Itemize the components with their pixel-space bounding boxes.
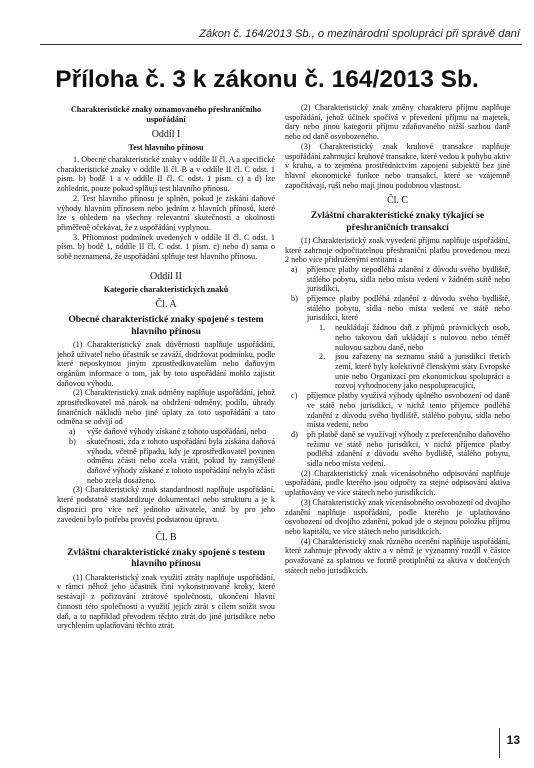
article-a-item-a bbox=[57, 427, 275, 437]
running-head: Zákon č. 164/2013 Sb., o mezinárodní spolupráci při správě daní bbox=[199, 28, 520, 40]
list-label: 1. bbox=[319, 323, 326, 333]
section-1-label: Oddíl I bbox=[151, 129, 181, 141]
list-text: příjemce platby využívá výhody úplného osvobození od daně ve státě nebo jurisdikci, v nichž tento příjemce podléhá zdanění z důvodu svého bydliště, stálého pobytu, sídla nebo místa vedení, nebo bbox=[307, 391, 510, 430]
article-c-item-a bbox=[285, 265, 510, 294]
list-text: skutečnosti, zda z tohoto uspořádání byla získána daňová výhoda, včetně případu, kdy je zprostředkovatel povinen odměnu zčásti nebo zcela vrátit, pokud by zamýšlené daňové výhody získané z tohoto uspořádání nebylo zčásti nebo zcela dosaženo. bbox=[87, 436, 275, 485]
article-a-label: Čl. A bbox=[155, 299, 177, 311]
article-c-item-b-1 bbox=[285, 323, 510, 352]
article-c-label: Čl. C bbox=[386, 195, 409, 207]
article-c-para-3: (3) Charakteristický znak vícenásobného osvobození od dvojího zdanění naplňuje uspořádání, podle kterého je uplatňováno osvobození od dvojího zdanění, pokud jde o stejnou položku příjmu nebo kapitálu, ve více státech nebo jurisdikcích. bbox=[285, 497, 510, 536]
list-label: c) bbox=[291, 391, 298, 401]
page-title: Příloha č. 3 k zákonu č. 164/2013 Sb. bbox=[55, 66, 479, 93]
article-a-title: Obecné charakteristické znaky spojené s testem hlavního přínosu bbox=[68, 314, 264, 337]
article-c-para-4: (4) Charakteristický znak různého ocenění naplňuje uspořádání, které zahrnuje převody aktiv a v němž je významný rozdíl v částce považované za splatnou ve formě protiplnění za aktiva v dotčených státech nebo jurisdikcích. bbox=[285, 536, 510, 575]
list-label: a) bbox=[69, 427, 76, 437]
article-c-title: Zvláštní charakteristické znaky týkající se přeshraničních transakcí bbox=[310, 210, 485, 233]
article-c-item-b bbox=[285, 294, 510, 323]
list-label: a) bbox=[291, 264, 298, 274]
section-2-label: Oddíl II bbox=[150, 270, 182, 282]
article-c-para-2: (2) Charakteristický znak vícenásobného odpisování naplňuje uspořádání, podle kterého jsou odpočty za stejné odpisování aktiva uplatňovány ve více státech nebo jurisdikcích. bbox=[285, 468, 510, 498]
article-a-para-2: (2) Charakteristický znak odměny naplňuje uspořádání, jehož zprostředkovatel má nárok na obdržení odměny, podílu, úhrady finančních nákladů nebo jiné úplaty za toto uspořádání a tato odměna se odvíjí od bbox=[57, 388, 275, 427]
right-column bbox=[285, 103, 510, 575]
list-text: příjemce platby nepodléhá zdanění z důvodu svého bydliště, stálého pobytu, sídla nebo místa vedení v žádném státě nebo jurisdikci, bbox=[307, 264, 510, 294]
article-b-para-1: (1) Charakteristický znak využití ztráty naplňuje uspořádání, v rámci něhož jeho účastník činí vykonstruované kroky, které sestávají z pořizování ztrátové společnosti, ukončení hlavní činnosti této společnosti a využití jejích ztrát s cílem snížit svou daň, a to například převodem těchto ztrát do jiné jurisdikce nebo urychlením uplatňování těchto ztrát. bbox=[57, 572, 275, 631]
article-c-item-c bbox=[285, 391, 510, 430]
section-1-title: Test hlavního přínosu bbox=[128, 143, 204, 153]
list-text: neukládají žádnou daň z příjmů právnických osob, nebo takovou daň ukládají s nulovou nebo téměř nulovou sazbou daně, nebo bbox=[335, 323, 510, 352]
header-rule bbox=[40, 44, 522, 45]
annex-heading: Charakteristické znaky oznamovaného přeshraničního uspořádání bbox=[70, 105, 262, 124]
list-text: při platbě daně se využívají výhody z preferenčního daňového režimu ve státě nebo jurisdikci, v nichž příjemce platby podléhá zdanění z důvodu svého bydliště, stálého pobytu, sídla nebo místa vedení. bbox=[307, 429, 510, 469]
list-label: 2. bbox=[319, 352, 326, 362]
article-b-title: Zvláštní charakteristické znaky spojené s testem hlavního přínosu bbox=[67, 547, 265, 570]
article-c-item-b-2 bbox=[285, 352, 510, 391]
article-b-para-2: (2) Charakteristický znak změny charakteru příjmu naplňuje uspořádání, jehož účinek spočívá v převedení příjmu na majetek, dary nebo jinou kategorii příjmu zdaňovaného nižší sazbou daně nebo od daně osvobozeného. bbox=[285, 103, 510, 142]
article-a-item-b bbox=[57, 437, 275, 486]
article-c-item-d bbox=[285, 430, 510, 469]
list-label: d) bbox=[291, 429, 298, 439]
list-label: b) bbox=[69, 436, 76, 446]
article-a-para-3: (3) Charakteristický znak standardnosti naplňuje uspořádání, které podstatně standardizuje dokumentaci nebo strukturu a je k dispozici pro více než jednoho uživatele, aniž by pro jeho zavedení bylo potřeba provést podstatnou úpravu. bbox=[57, 485, 275, 524]
list-text: výše daňové výhody získané z tohoto uspořádání, nebo bbox=[87, 427, 267, 437]
section-1-para-3: 3. Přítomnost podmínek uvedených v oddíle II čl. C odst. 1 písm. b) bodě 1, oddíle II čl. C odst. 1 písm. c) nebo d) sama o sobě neznamená, že uspořádání splňuje test hlavního přínosu. bbox=[57, 232, 275, 262]
list-text: jsou zařazeny na seznamu států a jurisdikcí třetích zemí, které byly kolektivně členskými státy Evropské unie nebo Organizací pro ekonomickou spolupráci a rozvoj vyhodnoceny jako nespolupracující, bbox=[335, 352, 510, 391]
page-number: 13 bbox=[506, 733, 520, 747]
article-b-para-3: (3) Charakteristický znak kruhové transakce naplňuje uspořádání zahrnující kruhové transakce, které vedou k pohybu aktiv v kruhu, a to zejména prostřednictvím zapojení subjektů bez jiné hlavní ekonomické funkce nebo transakcí, které se vzájemně započítávají, ruší nebo mají jinou podobnou vlastnost. bbox=[285, 141, 510, 190]
list-text: příjemce platby podléhá zdanění z důvodu svého bydliště, stálého pobytu, sídla nebo místa vedení ve státě nebo jurisdikci, které bbox=[307, 294, 510, 323]
section-1-para-1: 1. Obecné charakteristické znaky v oddíle II čl. A a specifické charakteristické znaky v oddíle II čl. B a v oddíle II čl. C odst. 1 písm. b) bodě 1 a v oddíle II čl. C odst. 1 písm. c) a d) lze zohlednit, pouze pokud splňují test hlavního přínosu. bbox=[57, 155, 275, 194]
left-column bbox=[57, 103, 275, 631]
section-2-title: Kategorie charakteristických znaků bbox=[103, 284, 229, 294]
article-c-para-1: (1) Charakteristický znak vyvedení příjmu naplňuje uspořádání, které zahrnuje odpočitatelnou přeshraniční platbu provedenou mezi 2 nebo více přidruženými entitami a bbox=[285, 235, 510, 265]
article-b-label: Čl. B bbox=[155, 532, 177, 544]
article-a-para-1: (1) Charakteristický znak důvěrnosti naplňuje uspořádání, jehož uživatel nebo účastník se zaváží, dodržovat podmínku, podle které neposkytnou jiným zprostředkovatelům nebo daňovým orgánům informace o tom, jak by toto uspořádání mohlo zajistit daňovou výhodu. bbox=[57, 339, 275, 388]
section-1-para-2: 2. Test hlavního přínosu je splněn, pokud je získání daňové výhody hlavním přínosem nebo jedním z hlavních přínosů, které lze s ohledem na všechny relevantní skutečnosti a okolnosti přiměřeně očekávat, že z uspořádání vyplynou. bbox=[57, 193, 275, 232]
list-label: b) bbox=[291, 294, 298, 304]
